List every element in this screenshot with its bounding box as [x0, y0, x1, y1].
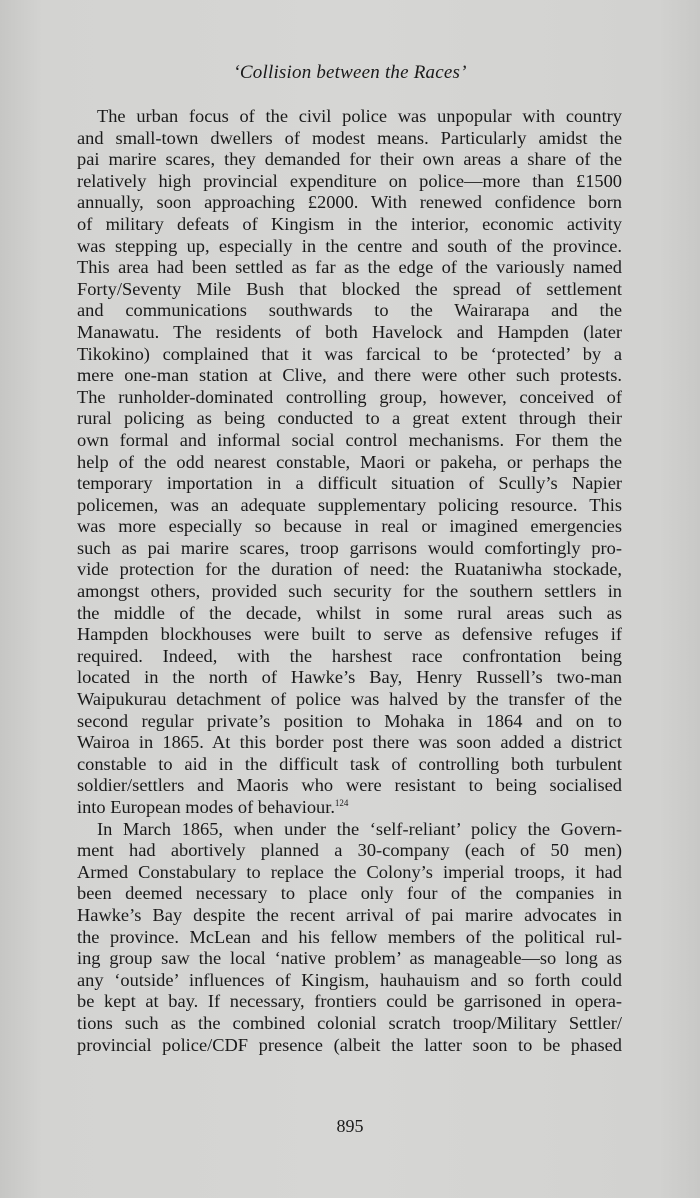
text-line: policemen, was an adequate supplementary policing resource. This [77, 494, 622, 515]
text-line: own formal and informal social control mechanisms. For them the [77, 429, 622, 450]
text-line: of military defeats of Kingism in the interior, economic activity [77, 213, 622, 234]
text-line: such as pai marire scares, troop garrisons would comfortingly pro- [77, 537, 622, 558]
text-line: the middle of the decade, whilst in some rural areas such as [77, 602, 622, 623]
text-line: be kept at bay. If necessary, frontiers could be garrisoned in opera- [77, 991, 622, 1012]
text-line: The runholder-dominated controlling group, however, conceived of [77, 386, 622, 407]
text-line: was stepping up, especially in the centre and south of the province. [77, 235, 622, 256]
text-line: the province. McLean and his fellow members of the political rul- [77, 926, 622, 947]
text-line: Waipukurau detachment of police was halved by the transfer of the [77, 689, 622, 710]
text-line: ing group saw the local ‘native problem’ as manageable—so long as [77, 948, 622, 969]
text-line: temporary importation in a difficult situation of Scully’s Napier [77, 473, 622, 494]
text-line: Hawke’s Bay despite the recent arrival of pai marire advocates in [77, 904, 622, 925]
text-line-content: into European modes of behaviour. [77, 797, 335, 817]
text-line: ment had abortively planned a 30-company (each of 50 men) [77, 840, 622, 861]
text-line: amongst others, provided such security for the southern settlers in [77, 581, 622, 602]
running-head: ‘Collision between the Races’ [233, 62, 467, 83]
page-number: 895 [336, 1116, 364, 1136]
paragraph-2 [77, 819, 622, 1057]
text-line: vide protection for the duration of need: the Ruataniwha stockade, [77, 559, 622, 580]
text-line: any ‘outside’ influences of Kingism, hauhauism and so forth could [77, 969, 622, 990]
text-line: The urban focus of the civil police was unpopular with country [97, 106, 622, 126]
text-line: required. Indeed, with the harshest race confrontation being [77, 645, 622, 666]
text-line: pai marire scares, they demanded for their own areas a share of the [77, 149, 622, 170]
text-line: help of the odd nearest constable, Maori or pakeha, or perhaps the [77, 451, 622, 472]
text-line: rural policing as being conducted to a great extent through their [77, 408, 622, 429]
text-line: mere one-man station at Clive, and there were other such protests. [77, 365, 622, 386]
text-line: second regular private’s position to Mohaka in 1864 and on to [77, 710, 622, 731]
text-line: provincial police/CDF presence (albeit the latter soon to be phased [77, 1034, 622, 1055]
text-line: located in the north of Hawke’s Bay, Henry Russell’s two-man [77, 667, 622, 688]
text-line: and small-town dwellers of modest means. Particularly amidst the [77, 127, 622, 148]
text-line: soldier/settlers and Maoris who were resistant to being socialised [77, 775, 622, 796]
text-line: In March 1865, when under the ‘self-reliant’ policy the Govern- [97, 818, 622, 839]
text-line: Wairoa in 1865. At this border post there was soon added a district [77, 732, 622, 753]
paragraph-1 [77, 106, 622, 819]
text-line [77, 797, 622, 819]
text-line: constable to aid in the difficult task of controlling both turbulent [77, 753, 622, 774]
body-text [77, 106, 622, 1056]
text-line: Forty/Seventy Mile Bush that blocked the spread of settlement [77, 278, 622, 299]
text-line: This area had been settled as far as the edge of the variously named [77, 257, 622, 278]
text-line: been deemed necessary to place only four of the companies in [77, 883, 622, 904]
text-line: annually, soon approaching £2000. With renewed confidence born [77, 192, 622, 213]
footnote-ref[interactable]: 124 [334, 798, 349, 808]
text-line: Tikokino) complained that it was farcical to be ‘protected’ by a [77, 343, 622, 364]
text-line: was more especially so because in real or imagined emergencies [77, 516, 622, 537]
text-line: tions such as the combined colonial scratch troop/Military Settler/ [77, 1012, 622, 1033]
text-line: relatively high provincial expenditure on police—more than £1500 [77, 170, 622, 191]
text-line: and communications southwards to the Wairarapa and the [77, 300, 622, 321]
text-line: Armed Constabulary to replace the Colony’s imperial troops, it had [77, 861, 622, 882]
text-line: Manawatu. The residents of both Havelock and Hampden (later [77, 321, 622, 342]
text-line: Hampden blockhouses were built to serve as defensive refuges if [77, 624, 622, 645]
